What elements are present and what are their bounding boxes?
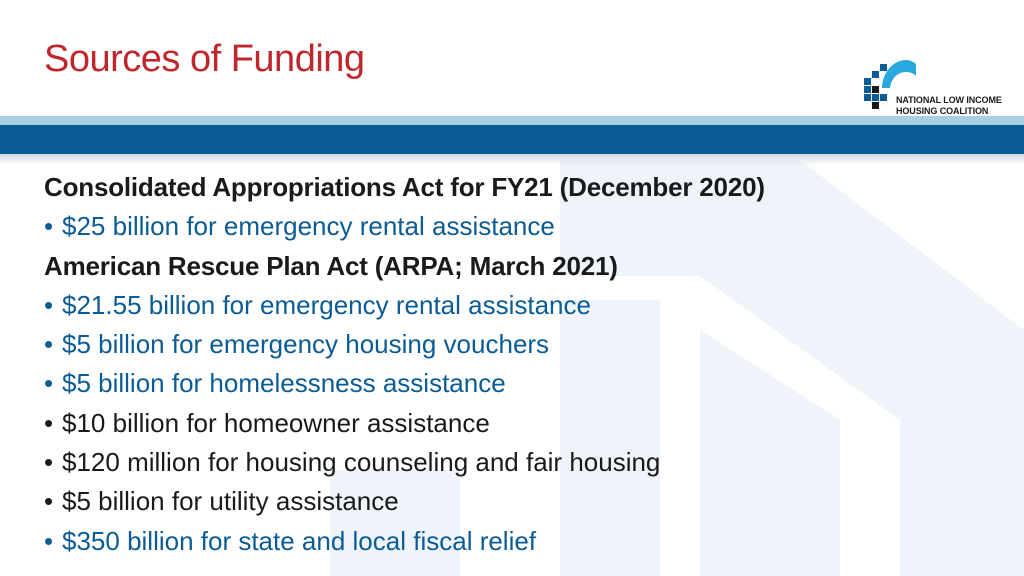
list-item-text: $25 billion for emergency rental assistance	[62, 211, 555, 242]
header-band-shadow	[0, 154, 1024, 166]
logo-wordmark	[896, 95, 1002, 117]
list-item-text: $350 billion for state and local fiscal relief	[62, 525, 537, 556]
list-item	[44, 286, 1004, 325]
list-item-text: $5 billion for utility assistance	[62, 486, 399, 517]
section-heading-arpa: American Rescue Plan Act (ARPA; March 2021)	[44, 250, 618, 281]
list-item	[44, 207, 1004, 246]
slide-title: Sources of Funding	[44, 38, 365, 80]
logo-line-1: NATIONAL LOW INCOME	[896, 95, 1002, 105]
bullet-icon: •	[44, 486, 54, 517]
list-item	[44, 404, 1004, 443]
bullet-icon: •	[44, 368, 54, 399]
list-item	[44, 443, 1004, 482]
list-item-text: $120 million for housing counseling and fair housing	[62, 447, 661, 478]
bullet-icon: •	[44, 407, 54, 438]
list-item	[44, 364, 1004, 403]
list-item-text: $21.55 billion for emergency rental assistance	[62, 289, 591, 320]
bullet-icon: •	[44, 525, 54, 556]
list-item	[44, 482, 1004, 521]
header-band-dark	[0, 125, 1024, 154]
funding-list	[44, 168, 1004, 561]
bullet-icon: •	[44, 289, 54, 320]
bullet-icon: •	[44, 329, 54, 360]
section-heading-fy21: Consolidated Appropriations Act for FY21 (December 2020)	[44, 172, 765, 202]
list-item-text: $10 billion for homeowner assistance	[62, 407, 490, 438]
logo-line-2: HOUSING COALITION	[896, 106, 989, 116]
list-item-text: $5 billion for homelessness assistance	[62, 368, 506, 399]
list-item	[44, 522, 1004, 561]
list-item-text: $5 billion for emergency housing vouchers	[62, 329, 550, 360]
bullet-icon: •	[44, 211, 54, 242]
header-band-light	[0, 116, 1024, 125]
list-item	[44, 325, 1004, 364]
bullet-icon: •	[44, 447, 54, 478]
nlihc-logo	[862, 58, 1018, 116]
